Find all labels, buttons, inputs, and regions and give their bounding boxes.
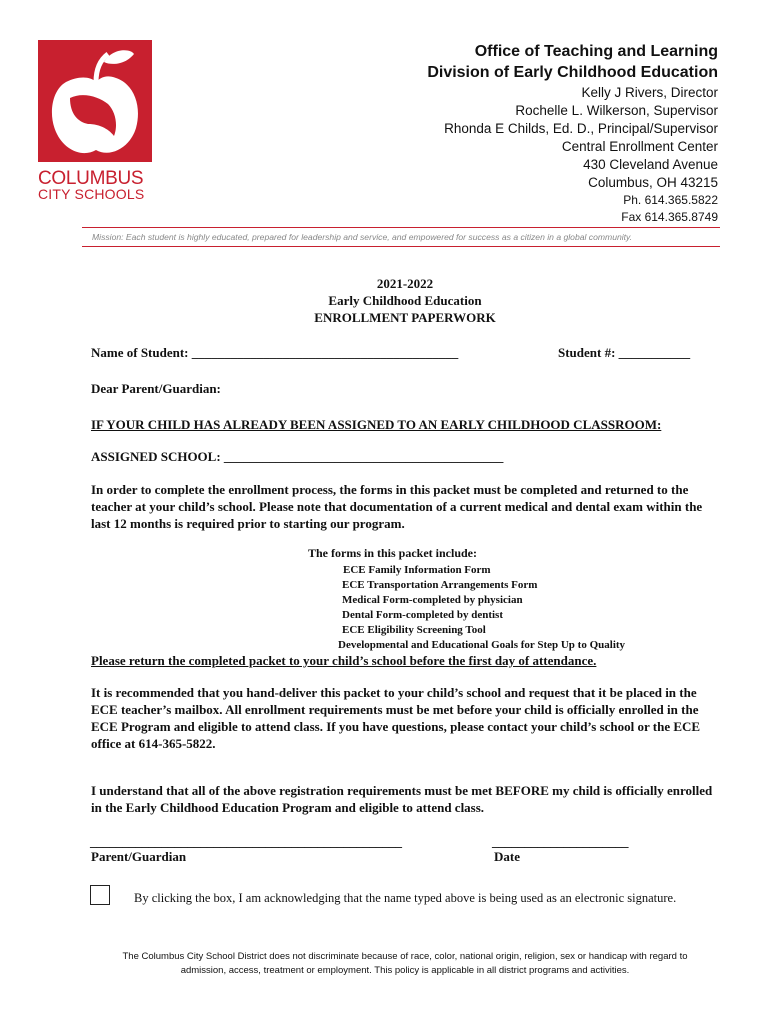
form-item-transportation: ECE Transportation Arrangements Form	[342, 579, 538, 591]
esignature-text: By clicking the box, I am acknowledging that the name typed above is being used as an electronic signature.	[134, 891, 677, 905]
office-title: Office of Teaching and Learning	[474, 43, 718, 60]
phone-number: Ph. 614.365.5822	[623, 193, 718, 207]
program-name: Early Childhood Education	[328, 293, 482, 308]
form-item-goals: Developmental and Educational Goals for Step Up to Quality	[338, 639, 626, 651]
date-line[interactable]: _____________________	[492, 834, 629, 849]
form-item-dental: Dental Form-completed by dentist	[342, 609, 504, 621]
division-title: Division of Early Childhood Education	[427, 64, 718, 81]
assigned-heading: IF YOUR CHILD HAS ALREADY BEEN ASSIGNED TO AN EARLY CHILDHOOD CLASSROOM:	[91, 417, 662, 432]
student-name-field[interactable]: Name of Student: _________________________________________	[91, 345, 459, 360]
fax-number: Fax 614.365.8749	[621, 210, 718, 224]
forms-list	[340, 563, 625, 653]
form-item-medical: Medical Form-completed by physician	[342, 594, 523, 606]
supervisor-name: Rochelle L. Wilkerson, Supervisor	[515, 103, 718, 118]
document-title: ENROLLMENT PAPERWORK	[314, 310, 496, 325]
greeting: Dear Parent/Guardian:	[91, 381, 221, 396]
forms-heading: The forms in this packet include:	[308, 546, 478, 560]
enrollment-instructions: In order to complete the enrollment process, the forms in this packet must be completed and returned to the teacher at your child’s school. Please note that documentation of a current medical and dental exam within the last 12 months is required prior to starting our program.	[91, 482, 703, 531]
mission-statement: Mission: Each student is highly educated, prepared for leadership and service, and empowered for success as a citizen in a global community.	[92, 232, 633, 242]
logo-text-columbus: COLUMBUS	[38, 168, 144, 189]
form-item-family-info: ECE Family Information Form	[343, 564, 491, 576]
delivery-instructions: It is recommended that you hand-deliver this packet to your child’s school and request that it be placed in the ECE teacher’s mailbox. All enrollment requirements must be met before your child is officially enrolled in the ECE Program and eligible to attend class. If you have questions, please contact your child’s school or the ECE office at 614-365-5822.	[91, 685, 701, 751]
school-year: 2021-2022	[376, 276, 434, 291]
district-logo	[38, 40, 152, 162]
logo-text-city-schools: CITY SCHOOLS	[38, 186, 145, 202]
assigned-school-field[interactable]: ASSIGNED SCHOOL: ___________________________________________	[91, 449, 504, 464]
center-name: Central Enrollment Center	[561, 139, 718, 154]
return-notice: Please return the completed packet to your child’s school before the first day of attendance.	[91, 653, 597, 668]
director-name: Kelly J Rivers, Director	[581, 85, 718, 100]
acknowledgement-statement: I understand that all of the above registration requirements must be met BEFORE my child is officially enrolled in the Early Childhood Education Program and eligible to attend class.	[91, 783, 713, 815]
esignature-checkbox[interactable]	[90, 885, 110, 905]
header-divider-bottom	[82, 246, 720, 247]
parent-signature-label: Parent/Guardian	[91, 849, 187, 864]
apple-icon	[38, 40, 152, 162]
student-number-field[interactable]: Student #: ___________	[558, 345, 691, 360]
city-address: Columbus, OH 43215	[588, 175, 718, 190]
street-address: 430 Cleveland Avenue	[583, 157, 718, 172]
principal-name: Rhonda E Childs, Ed. D., Principal/Supervisor	[444, 121, 718, 136]
header-divider-top	[82, 227, 720, 228]
nondiscrimination-line2: admission, access, treatment or employment. This policy is applicable in all district programs and activities.	[180, 965, 630, 976]
date-label: Date	[494, 849, 520, 864]
nondiscrimination-line1: The Columbus City School District does not discriminate because of race, color, national origin, religion, sex or handicap with regard to	[122, 951, 688, 962]
form-item-eligibility: ECE Eligibility Screening Tool	[342, 624, 486, 636]
parent-signature-line[interactable]: ________________________________________________	[90, 834, 402, 849]
